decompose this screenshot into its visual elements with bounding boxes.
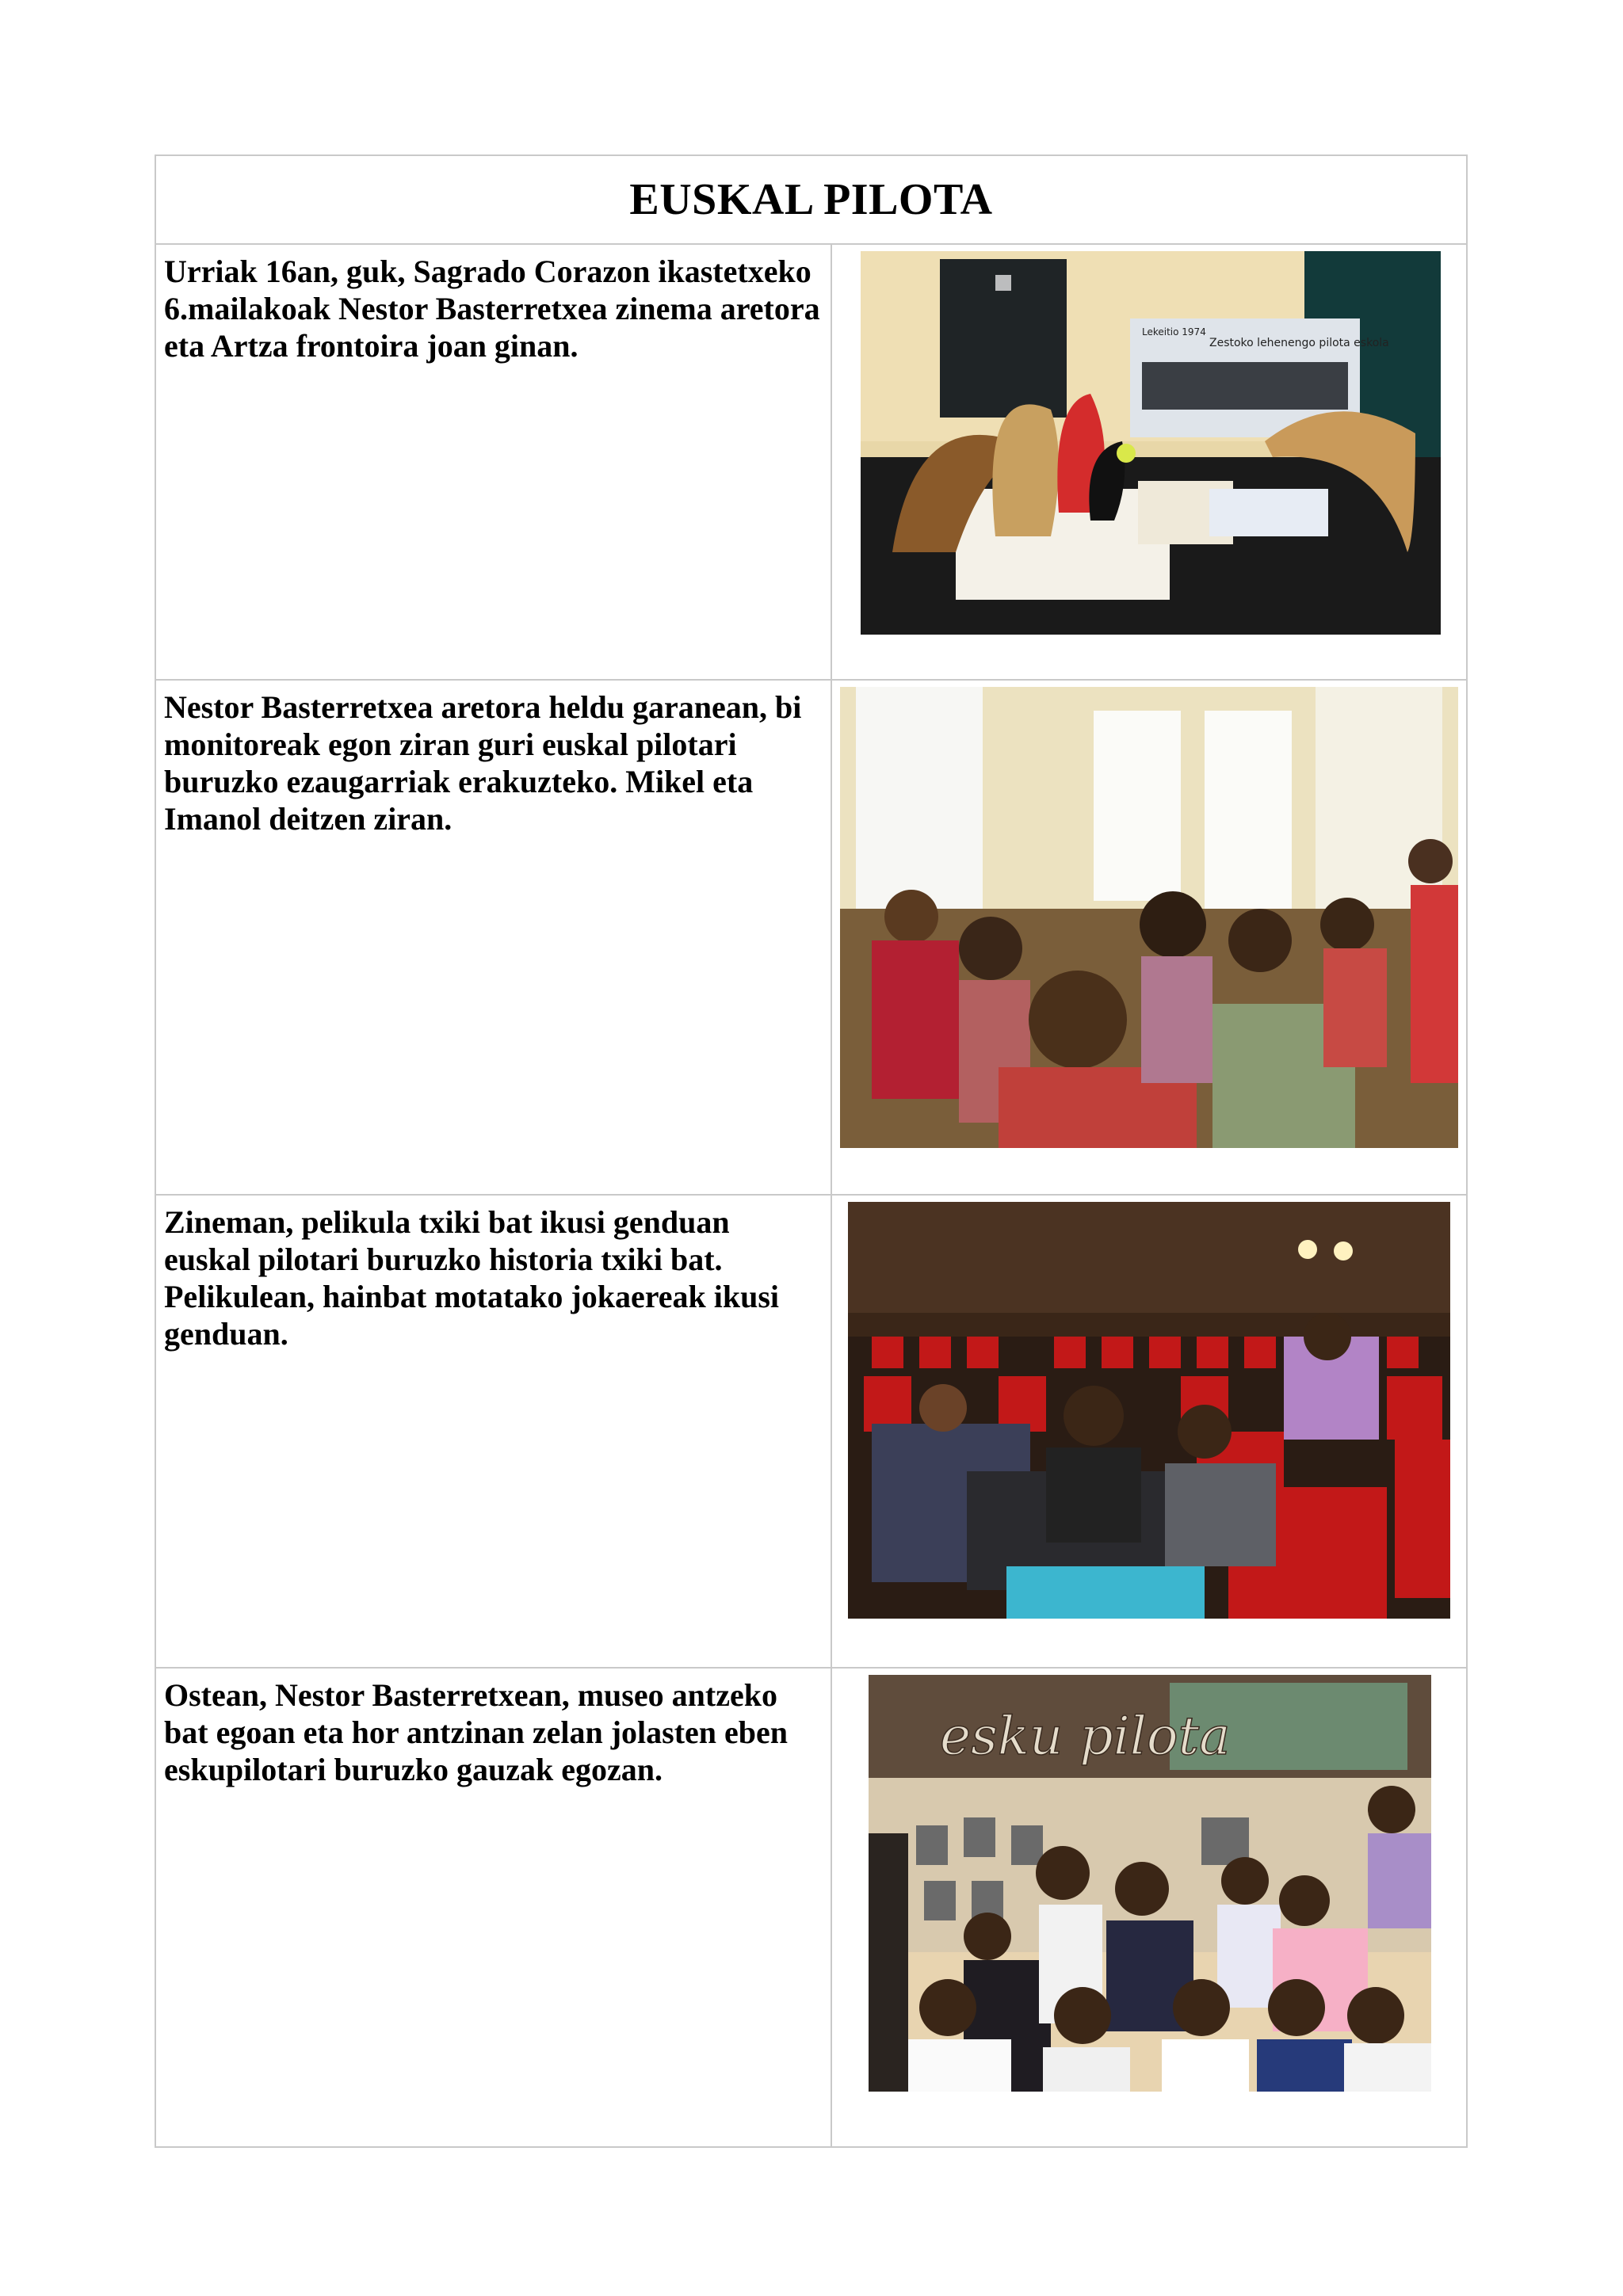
poster-caption: Zestoko lehenengo pilota eskola [1209, 337, 1389, 349]
paragraph: Nestor Basterretxea aretora heldu garanean, bi monitoreak egon ziran guri euskal pilotari buruzko ezaugarriak erakuzteko. Mikel eta Imanol deitzen ziran. [164, 689, 802, 837]
text-cell [156, 1196, 832, 1667]
text-cell [156, 681, 832, 1194]
title-row [156, 156, 1466, 245]
photo-cinema [848, 1202, 1450, 1619]
photo-cell [832, 1669, 1466, 2146]
table-row [156, 1196, 1466, 1669]
page-title: EUSKAL PILOTA [629, 175, 993, 224]
table-row [156, 245, 1466, 681]
poster-year: Lekeitio 1974 [1142, 326, 1206, 338]
text-cell [156, 245, 832, 679]
photo-cell [832, 1196, 1466, 1667]
document-table [155, 154, 1468, 2148]
photo-cell [832, 245, 1466, 679]
paragraph: Urriak 16an, guk, Sagrado Corazon ikastetxeko 6.mailakoak Nestor Basterretxea zinema aretora eta Artza frontoira joan ginan. [164, 254, 820, 364]
photo-pelota-exhibit [861, 251, 1441, 635]
photo-students-hall [840, 687, 1458, 1148]
photo-group-museum [869, 1675, 1431, 2092]
table-row [156, 1669, 1466, 2146]
paragraph: Zineman, pelikula txiki bat ikusi genduan euskal pilotari buruzko historia txiki bat. Pelikulean, hainbat motatako jokaereak ikusi genduan. [164, 1204, 780, 1352]
text-cell [156, 1669, 832, 2146]
paragraph: Ostean, Nestor Basterretxean, museo antzeko bat egoan eta hor antzinan zelan jolasten eben eskupilotari buruzko gauzak egozan. [164, 1677, 789, 1787]
banner-text: esku pilota [940, 1706, 1231, 1767]
photo-cell [832, 681, 1466, 1194]
table-row [156, 681, 1466, 1196]
